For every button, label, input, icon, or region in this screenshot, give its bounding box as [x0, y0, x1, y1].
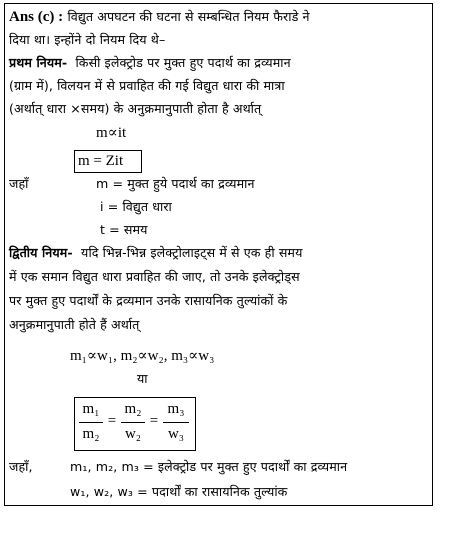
first-law-text-1: किसी इलेक्ट्रोड पर मुक्त हुए पदार्थ का द्रव्यमान	[75, 55, 291, 70]
eq-sign-2: =	[149, 413, 159, 429]
frac3-denominator: w₃	[167, 426, 185, 442]
first-law-def-i: i = विद्युत धारा	[100, 199, 172, 214]
second-law-def-w	[70, 483, 287, 501]
second-law-text-2: में एक समान विद्युत धारा प्रवाहित की जाए, तो उनके इलेक्ट्रोड्स	[9, 269, 300, 284]
eq-sign-1: =	[107, 413, 117, 429]
second-law-text-3: पर मुक्त हुए पदार्थों के द्रव्यमान उनके रासायनिक तुल्यांकों के	[9, 293, 288, 308]
first-law-where: जहाँ	[9, 176, 29, 191]
frac3-numerator: m₃	[167, 401, 185, 417]
intro-line-1	[9, 8, 310, 26]
def-m-text: m = मुक्त हुये पदार्थ का द्रव्यमान	[96, 176, 255, 191]
frac1-numerator: m₁	[82, 401, 100, 417]
second-law-boxed-equation	[74, 397, 196, 451]
first-law-proportion: m∝it	[96, 125, 127, 141]
second-law-proportion: m₁∝w₁, m₂∝w₂, m₃∝w₃	[70, 348, 215, 364]
frac3-bar	[163, 422, 189, 423]
first-law-line-1	[9, 54, 291, 72]
def-m-list: m₁, m₂, m₃ = इलेक्ट्रोड पर मुक्त हुए पदार्थों का द्रव्यमान	[70, 459, 348, 474]
first-law-text-3: (अर्थात् धारा ×समय) के अनुक्रमानुपाती होता है अर्थात्	[9, 101, 262, 116]
second-law-line-1	[9, 244, 302, 262]
second-law-def-m	[70, 458, 347, 476]
intro-text-1: विद्युत अपघटन की घटना से सम्बन्धित नियम फैराडे ने	[67, 9, 310, 24]
intro-text-2: दिया था। इन्होंने दो नियम दिय थे–	[9, 32, 166, 47]
first-law-def-t: t = समय	[100, 222, 148, 237]
frac2-numerator: m₂	[124, 401, 142, 417]
frac1-bar	[79, 422, 103, 423]
ans-label: Ans (c) :	[9, 9, 64, 25]
second-law-or: या	[137, 371, 148, 386]
first-law-def-m	[96, 175, 255, 193]
first-law-boxed-equation	[74, 150, 142, 173]
first-law-title: प्रथम नियम-	[9, 55, 68, 70]
frac2-bar	[121, 422, 145, 423]
first-law-equation: m = Zit	[78, 153, 124, 169]
def-w-list: w₁, w₂, w₃ = पदार्थों का रासायनिक तुल्यांक	[70, 484, 288, 499]
frac2-denominator: w₂	[124, 426, 142, 442]
second-law-where: जहाँ,	[9, 459, 33, 474]
second-law-text-4: अनुक्रमानुपाती होते हैं अर्थात्	[9, 317, 140, 332]
first-law-text-2: (ग्राम में), विलयन में से प्रवाहित की गई विद्युत धारा की मात्रा	[9, 78, 285, 93]
frac1-denominator: m₂	[82, 426, 100, 442]
second-law-title: द्वितीय नियम-	[9, 245, 73, 260]
second-law-text-1: यदि भिन्न-भिन्न इलेक्ट्रोलाइट्स में से एक ही समय	[81, 245, 303, 260]
